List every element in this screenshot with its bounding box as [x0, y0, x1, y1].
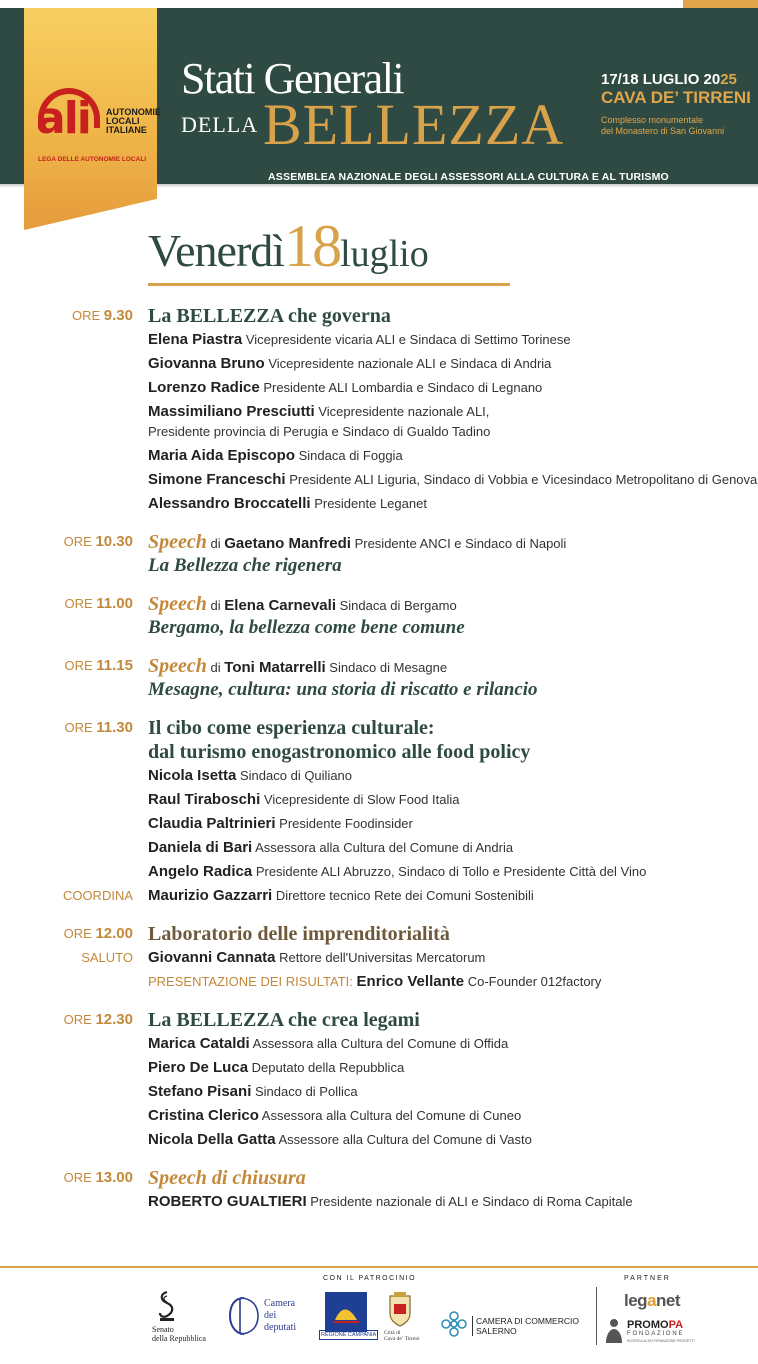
speech-line	[148, 1167, 306, 1190]
speaker-name: Stefano Pisani	[148, 1083, 252, 1100]
session-header	[0, 1009, 758, 1033]
ali-line-2: LOCALI	[106, 116, 140, 126]
speaker-name: Claudia Paltrinieri	[148, 815, 276, 832]
speaker-role: Assessora alla Cultura del Comune di Offida	[252, 1036, 509, 1051]
promopa-title-2: PA	[668, 1319, 684, 1331]
day-number: 18	[284, 213, 341, 279]
event-place: CAVA DE’ TIRRENI	[601, 88, 751, 107]
speaker-name: Lorenzo Radice	[148, 379, 260, 396]
speaker-name: Cristina Clerico	[148, 1107, 259, 1124]
speaker-name: Elena Carnevali	[224, 597, 336, 614]
partner-label: PARTNER	[624, 1275, 671, 1282]
saluto-label: SALUTO	[81, 950, 133, 965]
session-1100	[0, 593, 758, 641]
session-header	[0, 1167, 758, 1191]
time-value: 11.00	[96, 595, 133, 612]
speaker-role: Presidente provincia di Perugia e Sindaco di Gualdo Tadino	[148, 424, 491, 439]
ali-logo-word: ali	[36, 93, 90, 144]
promopa-title	[627, 1319, 683, 1331]
time-value: 11.15	[96, 657, 133, 674]
agenda	[0, 305, 758, 1229]
camera-emblem-icon	[226, 1294, 262, 1338]
session-header	[0, 923, 758, 947]
venue-line-2: del Monastero di San Giovanni	[601, 126, 725, 136]
list-item	[0, 1129, 758, 1153]
speaker-role: Assessore alla Cultura del Comune di Vasto	[278, 1132, 532, 1147]
session-time	[64, 657, 133, 674]
time-value: 10.30	[95, 533, 133, 550]
time-value: 13.00	[95, 1169, 133, 1186]
cava-logo	[382, 1290, 418, 1344]
speaker-name: Nicola Della Gatta	[148, 1131, 276, 1148]
event-subtitle: ASSEMBLEA NAZIONALE DEGLI ASSESSORI ALLA CULTURA E AL TURISMO	[268, 171, 669, 183]
speaker-name: Piero De Luca	[148, 1059, 249, 1076]
footer-divider	[596, 1287, 597, 1345]
session-time	[64, 925, 133, 942]
top-strip	[0, 0, 758, 8]
leganet-logo	[624, 1291, 680, 1311]
senato-emblem-icon	[156, 1290, 178, 1322]
list-item	[0, 425, 758, 445]
speaker-name: Maurizio Gazzarri	[148, 887, 273, 904]
saluto-row	[0, 947, 758, 971]
session-time	[64, 533, 133, 550]
speaker-name: Elena Piastra	[148, 331, 243, 348]
session-time	[64, 719, 133, 736]
session-header	[0, 717, 758, 741]
promopa-tagline: RICERCA ALTA FORMAZIONE PROGETTI	[627, 1339, 695, 1343]
session-title: La BELLEZZA che governa	[148, 305, 391, 327]
speaker-role: Deputato della Repubblica	[251, 1060, 405, 1075]
time-prefix: ORE	[64, 720, 97, 735]
speaker-role: Sindaco di Pollica	[254, 1084, 358, 1099]
regione-campania-logo	[319, 1292, 377, 1342]
ali-line-1: AUTONOMIE	[106, 107, 161, 117]
speech-subtitle-row	[0, 679, 758, 703]
session-title: Il cibo come esperienza culturale:	[148, 717, 435, 739]
speaker-role: Presidente Foodinsider	[279, 816, 413, 831]
time-prefix: ORE	[64, 596, 97, 611]
speaker-role: Sindaca di Bergamo	[339, 598, 457, 613]
speech-di: di	[210, 598, 221, 613]
event-title: Stati Generali	[181, 54, 404, 103]
list-item	[0, 813, 758, 837]
cava-text	[384, 1330, 420, 1342]
speech-di: di	[210, 660, 221, 675]
camera-line-2: dei	[264, 1310, 277, 1321]
speaker-name: ROBERTO GUALTIERI	[148, 1193, 307, 1210]
speaker-name: Alessandro Broccatelli	[148, 495, 311, 512]
presentazione-label: PRESENTAZIONE DEI RISULTATI:	[148, 974, 353, 989]
event-date	[601, 71, 737, 88]
closing-speech-title: Speech di chiusura	[148, 1167, 306, 1189]
leganet-part-3: net	[656, 1291, 681, 1310]
list-item	[0, 1105, 758, 1129]
session-1030	[0, 531, 758, 579]
session-time	[64, 1169, 133, 1186]
list-item	[0, 1033, 758, 1057]
list-item	[0, 1057, 758, 1081]
time-prefix: ORE	[63, 534, 96, 549]
time-prefix: ORE	[72, 308, 104, 323]
promopa-figure-icon	[603, 1317, 625, 1345]
speaker-name: Giovanna Bruno	[148, 355, 265, 372]
venue-line-1: Complesso monumentale	[601, 115, 704, 125]
speaker-name: Simone Franceschi	[148, 471, 286, 488]
promopa-logo	[603, 1317, 693, 1347]
time-prefix: ORE	[63, 1012, 96, 1027]
speaker-name: Massimiliano Presciutti	[148, 403, 315, 420]
speaker-name: Marica Cataldi	[148, 1035, 250, 1052]
leganet-part-2: a	[647, 1291, 657, 1310]
speaker-name: Giovanni Cannata	[148, 949, 276, 966]
cciaa-divider	[472, 1316, 473, 1336]
footer-rule	[0, 1266, 758, 1268]
camera-line-1: Camera	[264, 1298, 296, 1309]
speaker-role: Rettore dell'Universitas Mercatorum	[279, 950, 486, 965]
time-prefix: ORE	[63, 926, 96, 941]
day-heading	[148, 212, 429, 281]
speaker-name: Maria Aida Episcopo	[148, 447, 295, 464]
speech-line	[148, 531, 566, 554]
session-1230	[0, 1009, 758, 1153]
speaker-name: Angelo Radica	[148, 863, 253, 880]
camera-text	[264, 1298, 296, 1334]
time-value: 12.30	[95, 1011, 133, 1028]
senato-text	[152, 1325, 206, 1343]
speaker-role: Vicepresidente nazionale ALI e Sindaca di Andria	[268, 356, 552, 371]
cciaa-text	[476, 1316, 579, 1336]
list-item	[0, 861, 758, 885]
speaker-role: Co-Founder 012factory	[467, 974, 602, 989]
speaker-role: Presidente ALI Abruzzo, Sindaco di Tollo e Presidente Città del Vino	[255, 864, 647, 879]
time-value: 9.30	[103, 307, 133, 324]
speaker-role: Presidente Leganet	[314, 496, 427, 511]
speech-subtitle-row	[0, 555, 758, 579]
presentazione-row	[0, 971, 758, 995]
campania-text: REGIONE CAMPANIA	[321, 1332, 377, 1338]
speaker-role: Presidente ANCI e Sindaco di Napoli	[354, 536, 567, 551]
session-1115	[0, 655, 758, 703]
session-1130	[0, 717, 758, 909]
cciaa-line-1: CAMERA DI COMMERCIO	[476, 1316, 579, 1326]
campania-shield-icon	[325, 1292, 367, 1332]
speaker-role: Vicepresidente vicaria ALI e Sindaca di Settimo Torinese	[245, 332, 571, 347]
speaker-role: Vicepresidente nazionale ALI,	[318, 404, 490, 419]
list-item	[0, 353, 758, 377]
coordinator-row	[0, 885, 758, 909]
camera-deputati-logo	[226, 1294, 306, 1338]
time-value: 12.00	[95, 925, 133, 942]
speaker-name: Daniela di Bari	[148, 839, 253, 856]
speaker-role: Presidente ALI Lombardia e Sindaco di Legnano	[263, 380, 543, 395]
cava-crest-icon	[382, 1290, 418, 1330]
speaker-role: Direttore tecnico Rete dei Comuni Sostenibili	[275, 888, 534, 903]
day-month: luglio	[340, 233, 429, 275]
coordina-label: COORDINA	[62, 888, 133, 903]
ali-logo-subtitle: LEGA DELLE AUTONOMIE LOCALI	[38, 156, 147, 163]
list-item	[0, 401, 758, 425]
session-header	[0, 655, 758, 679]
cava-line-2: Cava de’ Tirreni	[384, 1336, 420, 1342]
session-time	[64, 595, 133, 612]
event-title-bellezza: BELLEZZA	[263, 92, 565, 157]
list-item	[0, 837, 758, 861]
session-title: Laboratorio delle imprenditorialità	[148, 923, 450, 945]
ali-logo	[32, 88, 161, 168]
speech-line	[148, 593, 457, 616]
list-item	[0, 1081, 758, 1105]
speaker-role: Assessora alla Cultura del Comune di Andria	[255, 840, 514, 855]
list-item	[0, 329, 758, 353]
session-title-line-2: dal turismo enogastronomico alle food policy	[148, 741, 531, 763]
speech-subtitle: Mesagne, cultura: una storia di riscatto e rilancio	[148, 679, 538, 700]
session-time	[72, 307, 133, 324]
event-title-della: DELLA	[181, 112, 259, 137]
session-header	[0, 531, 758, 555]
list-item	[0, 445, 758, 469]
speech-subtitle: Bergamo, la bellezza come bene comune	[148, 617, 465, 638]
speech-di: di	[210, 536, 221, 551]
speech-line	[148, 655, 447, 678]
session-1300	[0, 1167, 758, 1215]
list-item	[0, 765, 758, 789]
speaker-role: Vicepresidente di Slow Food Italia	[263, 792, 460, 807]
day-underline	[148, 283, 510, 286]
camera-line-3: deputati	[264, 1322, 297, 1333]
speech-subtitle: La Bellezza che rigenera	[148, 555, 342, 576]
patrocinio-label: CON IL PATROCINIO	[323, 1275, 417, 1282]
cava-line-1: Città di	[384, 1330, 401, 1336]
session-title-row-2	[0, 741, 758, 765]
cciaa-line-2: SALERNO	[476, 1326, 517, 1336]
speech-subtitle-row	[0, 617, 758, 641]
speech-label: Speech	[148, 531, 207, 553]
session-1200	[0, 923, 758, 995]
ali-logo-text	[106, 108, 161, 135]
senato-line-2: della Repubblica	[152, 1334, 206, 1343]
promopa-subtitle: FONDAZIONE	[627, 1331, 685, 1337]
session-header	[0, 305, 758, 329]
list-item	[0, 1191, 758, 1215]
speaker-name: Gaetano Manfredi	[224, 535, 351, 552]
leganet-part-1: leg	[624, 1291, 648, 1310]
speaker-name: Raul Tiraboschi	[148, 791, 261, 808]
speech-label: Speech	[148, 655, 207, 677]
speaker-name: Nicola Isetta	[148, 767, 237, 784]
list-item	[0, 789, 758, 813]
speaker-role: Sindaca di Foggia	[298, 448, 403, 463]
speaker-role: Sindaco di Mesagne	[329, 660, 448, 675]
speaker-role: Presidente nazionale di ALI e Sindaco di Roma Capitale	[310, 1194, 633, 1209]
top-gold-accent	[683, 0, 758, 8]
session-time	[64, 1011, 133, 1028]
session-title: La BELLEZZA che crea legami	[148, 1009, 420, 1031]
ali-line-3: ITALIANE	[106, 125, 147, 135]
list-item	[0, 493, 758, 517]
speaker-role: Sindaco di Quiliano	[240, 768, 353, 783]
speaker-role: Assessora alla Cultura del Comune di Cuneo	[261, 1108, 522, 1123]
promopa-title-1: PROMO	[627, 1319, 669, 1331]
speech-label: Speech	[148, 593, 207, 615]
list-item	[0, 469, 758, 493]
event-venue	[601, 115, 724, 137]
time-value: 11.30	[96, 719, 133, 736]
time-prefix: ORE	[64, 658, 97, 673]
event-date-main: 17/18 LUGLIO 20	[601, 71, 721, 88]
list-item	[0, 377, 758, 401]
cciaa-knot-icon	[440, 1310, 468, 1338]
session-0930	[0, 305, 758, 517]
camera-commercio-logo	[440, 1310, 590, 1340]
event-date-year: 25	[720, 71, 737, 88]
session-header	[0, 593, 758, 617]
speaker-name: Enrico Vellante	[356, 973, 465, 990]
time-prefix: ORE	[63, 1170, 96, 1185]
speaker-role: Presidente ALI Liguria, Sindaco di Vobbia e Vicesindaco Metropolitano di Genova	[289, 472, 758, 487]
day-name: Venerdì	[148, 225, 285, 276]
senato-line-1: Senato	[152, 1325, 174, 1334]
speaker-name: Toni Matarrelli	[224, 659, 326, 676]
